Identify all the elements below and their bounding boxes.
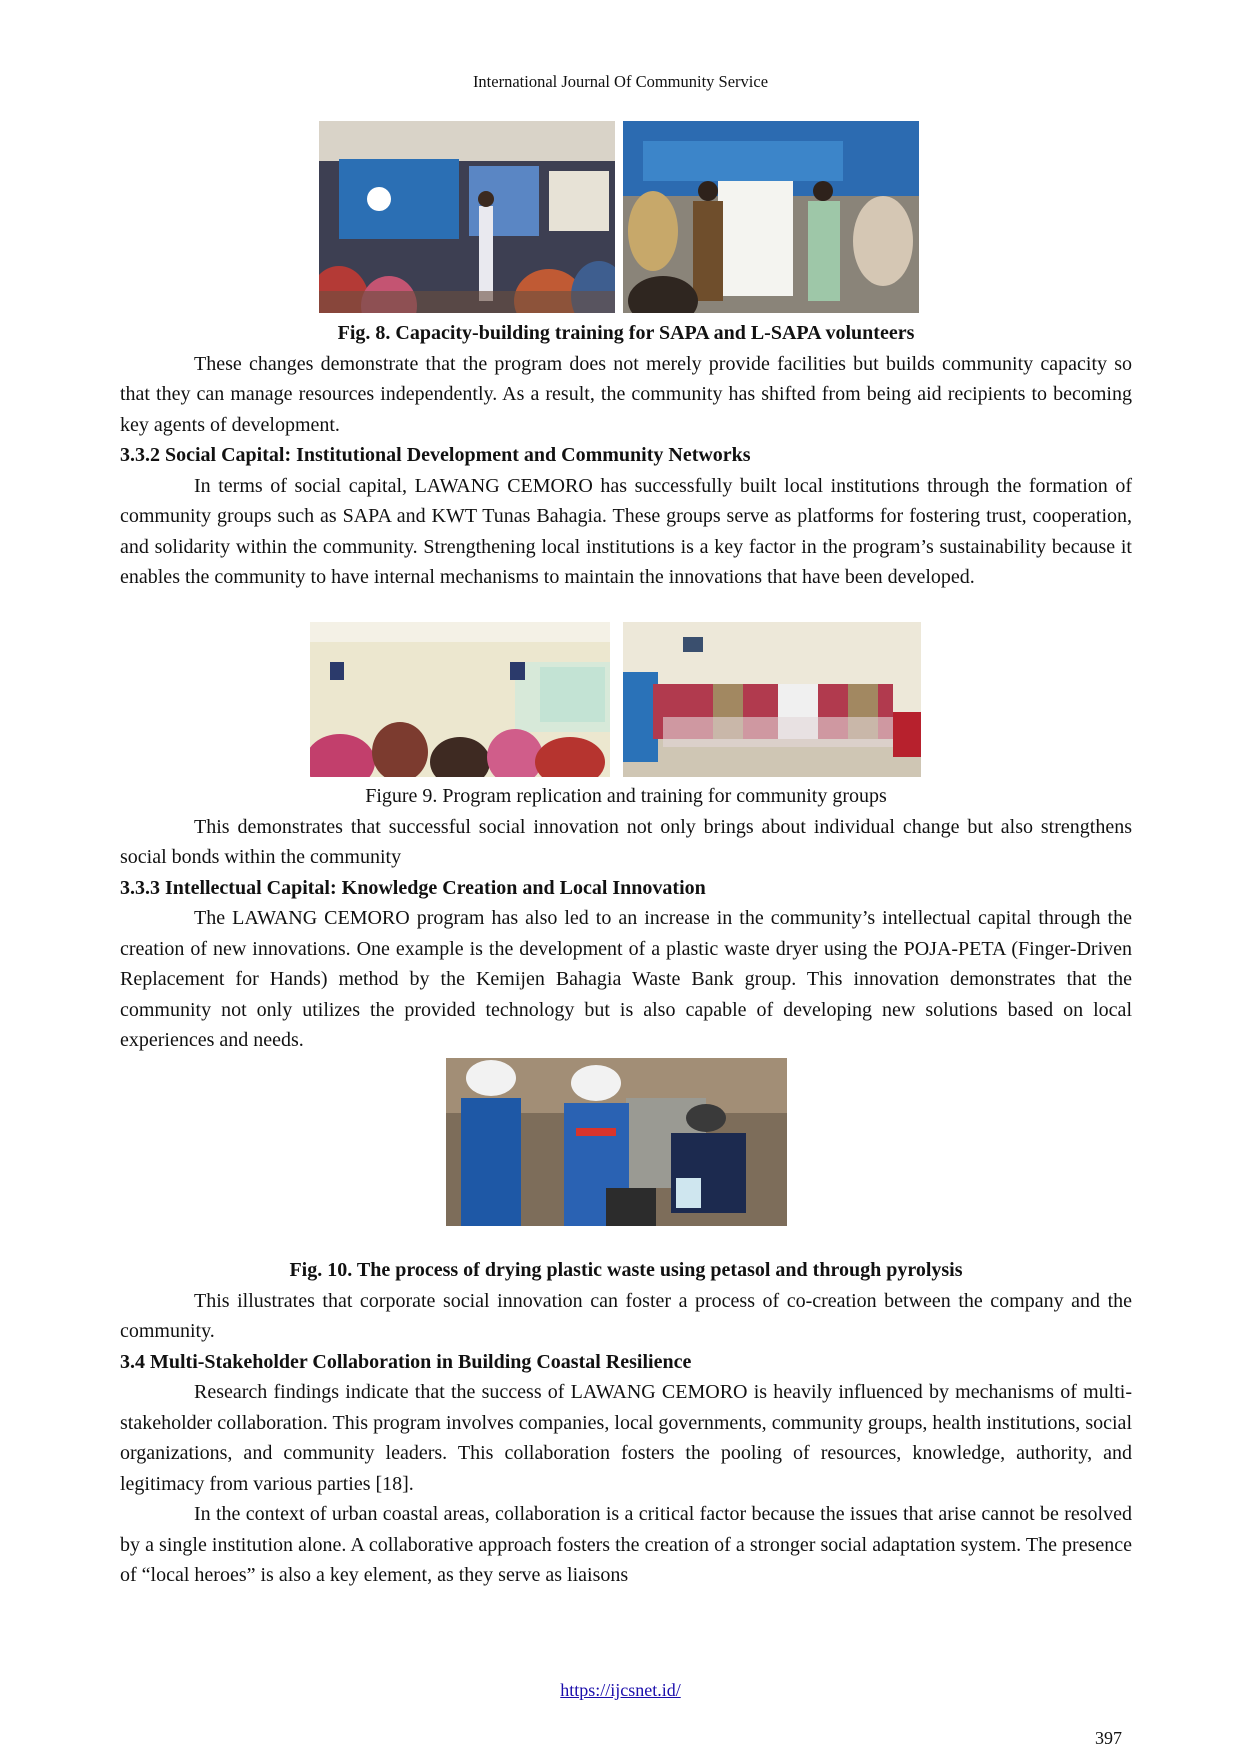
paragraph: This demonstrates that successful social innovation not only brings about individual change but also strengthens social bonds within the community <box>120 815 1132 868</box>
fig10-photo <box>446 1058 787 1226</box>
fig8-caption: Fig. 8. Capacity-building training for SAPA and L-SAPA volunteers <box>337 322 915 344</box>
fig9-caption: Figure 9. Program replication and training for community groups <box>365 785 887 807</box>
paragraph: These changes demonstrate that the program does not merely provide facilities but builds community capacity so that they can manage resources independently. As a result, the community has shifted from being aid recipients to becoming key agents of development. <box>120 352 1132 436</box>
paragraph: This illustrates that corporate social innovation can foster a process of co-creation between the company and the community. <box>120 1289 1132 1342</box>
fig8-photo-right <box>623 121 919 313</box>
fig9-photo-left <box>310 622 610 777</box>
section-heading-3-4: 3.4 Multi-Stakeholder Collaboration in Building Coastal Resilience <box>120 1350 692 1373</box>
journal-url-link[interactable]: https://ijcsnet.id/ <box>560 1680 681 1700</box>
paragraph: Research findings indicate that the success of LAWANG CEMORO is heavily influenced by mechanisms of multi-stakeholder collaboration. This program involves companies, local governments, community groups, health institutions, social organizations, and community leaders. This collaboration fosters the pooling of resources, knowledge, authority, and legitimacy from various parties [18]. <box>120 1381 1132 1495</box>
section-heading-3-3-2: 3.3.2 Social Capital: Institutional Development and Community Networks <box>120 444 751 466</box>
fig9-and-section-block <box>120 781 1132 1056</box>
paragraph: In the context of urban coastal areas, collaboration is a critical factor because the issues that arise cannot be resolved by a single institution alone. A collaborative approach fosters the creation of a stronger social adaptation system. The presence of “local heroes” is also a key element, as they serve as liaisons <box>120 1503 1132 1586</box>
fig10-caption: Fig. 10. The process of drying plastic waste using petasol and through pyrolysis <box>289 1259 963 1281</box>
fig8-and-section-block <box>120 318 1132 593</box>
paragraph: In terms of social capital, LAWANG CEMORO has successfully built local institutions through the formation of community groups such as SAPA and KWT Tunas Bahagia. These groups serve as platforms for fostering trust, cooperation, and solidarity within the community. Strengthening local institutions is a key factor in the program’s sustainability because it enables the community to have internal mechanisms to maintain the innovations that have been developed. <box>120 474 1132 588</box>
page-number: 397 <box>1095 1728 1122 1748</box>
section-heading-3-3-3: 3.3.3 Intellectual Capital: Knowledge Creation and Local Innovation <box>120 876 706 899</box>
fig9-photo-right <box>623 622 921 777</box>
journal-header: International Journal Of Community Service <box>472 72 769 91</box>
paragraph: The LAWANG CEMORO program has also led to an increase in the community’s intellectual capital through the creation of new innovations. One example is the development of a plastic waste dryer using the POJA-PETA (Finger-Driven Replacement for Hands) method by the Kemijen Bahagia Waste Bank group. This innovation demonstrates that the community not only utilizes the provided technology but is also capable of developing new solutions based on local experiences and needs. <box>120 907 1132 1051</box>
fig8-photo-left <box>319 121 615 313</box>
fig10-and-section-block <box>120 1255 1132 1591</box>
